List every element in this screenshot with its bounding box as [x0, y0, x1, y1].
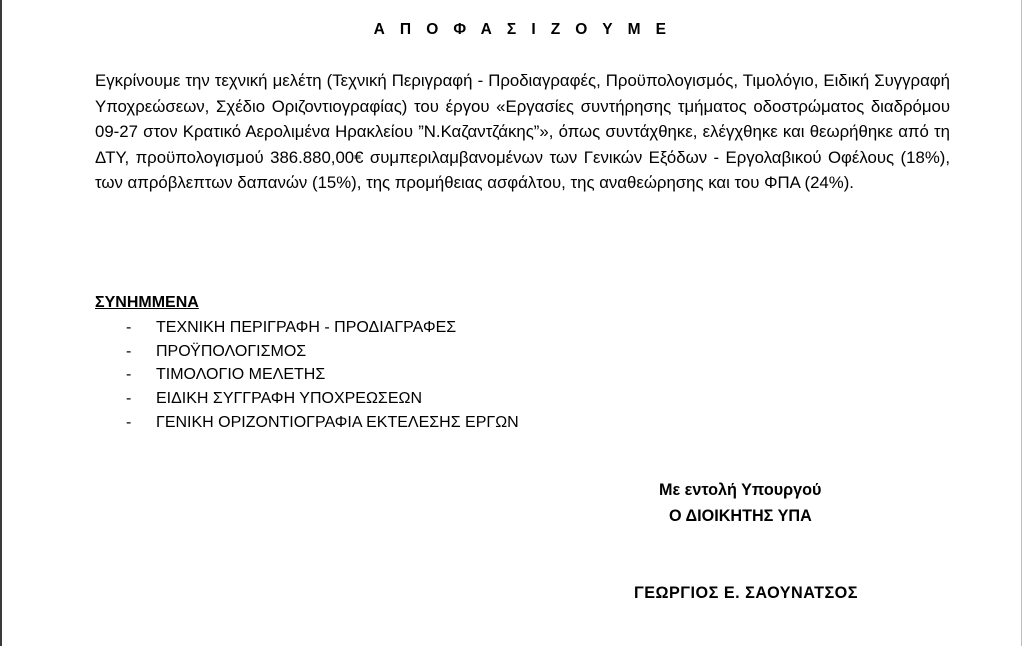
list-item: [126, 340, 519, 364]
list-item: [126, 363, 519, 387]
signature-role: Ο ΔΙΟΙΚΗΤΗΣ ΥΠΑ: [669, 507, 812, 525]
page-right-border: [1021, 0, 1022, 646]
list-dash: -: [126, 319, 132, 336]
page-left-border: [0, 0, 2, 646]
decision-paragraph: Εγκρίνουμε την τεχνική μελέτη (Τεχνική Περιγραφή - Προδιαγραφές, Προϋπολογισμός, Τιμολόγιο, Ειδική Συγγραφή Υποχρεώσεων, Σχέδιο Οριζοντιογραφίας) του έργου «Εργασίες συντήρησης τμήματος οδοστρώματος διαδρόμου 09-27 στον Κρατικό Αερολιμένα Ηρακλείου ”Ν.Καζαντζάκης”», όπως συντάχθηκε, ελέγχθηκε και θεωρήθηκε από τη ΔΤΥ, προϋπολογισμού 386.880,00€ συμπεριλαμβανομένων των Γενικών Εξόδων - Εργολαβικού Οφέλους (18%), των απρόβλεπτων δαπανών (15%), της προμήθειας ασφάλτου, της αναθεώρησης και του ΦΠΑ (24%).: [95, 71, 950, 193]
attachments-title: ΣΥΝΗΜΜΕΝΑ: [95, 294, 199, 311]
list-dash: -: [126, 390, 132, 408]
attachment-label: ΠΡΟΫΠΟΛΟΓΙΣΜΟΣ: [156, 342, 307, 360]
signature-order-line: Με εντολή Υπουργού: [659, 481, 822, 499]
list-item: [126, 316, 519, 340]
attachments-list: [126, 316, 519, 434]
attachment-label: ΤΕΧΝΙΚΗ ΠΕΡΙΓΡΑΦΗ - ΠΡΟΔΙΑΓΡΑΦΕΣ: [156, 319, 457, 336]
document-heading: Α Π Ο Φ Α Σ Ι Ζ Ο Υ Μ Ε: [373, 21, 672, 38]
attachment-label: ΕΙΔΙΚΗ ΣΥΓΓΡΑΦΗ ΥΠΟΧΡΕΩΣΕΩΝ: [156, 390, 423, 408]
list-item: [126, 411, 519, 435]
list-dash: -: [126, 342, 132, 360]
list-dash: -: [126, 366, 132, 384]
attachment-label: ΤΙΜΟΛΟΓΙΟ ΜΕΛΕΤΗΣ: [156, 366, 326, 384]
signatory-name: ΓΕΩΡΓΙΟΣ Ε. ΣΑΟΥΝΑΤΣΟΣ: [634, 584, 858, 602]
list-dash: -: [126, 413, 132, 431]
attachment-label: ΓΕΝΙΚΗ ΟΡΙΖΟΝΤΙΟΓΡΑΦΙΑ ΕΚΤΕΛΕΣΗΣ ΕΡΓΩΝ: [156, 413, 519, 431]
list-item: [126, 387, 519, 411]
